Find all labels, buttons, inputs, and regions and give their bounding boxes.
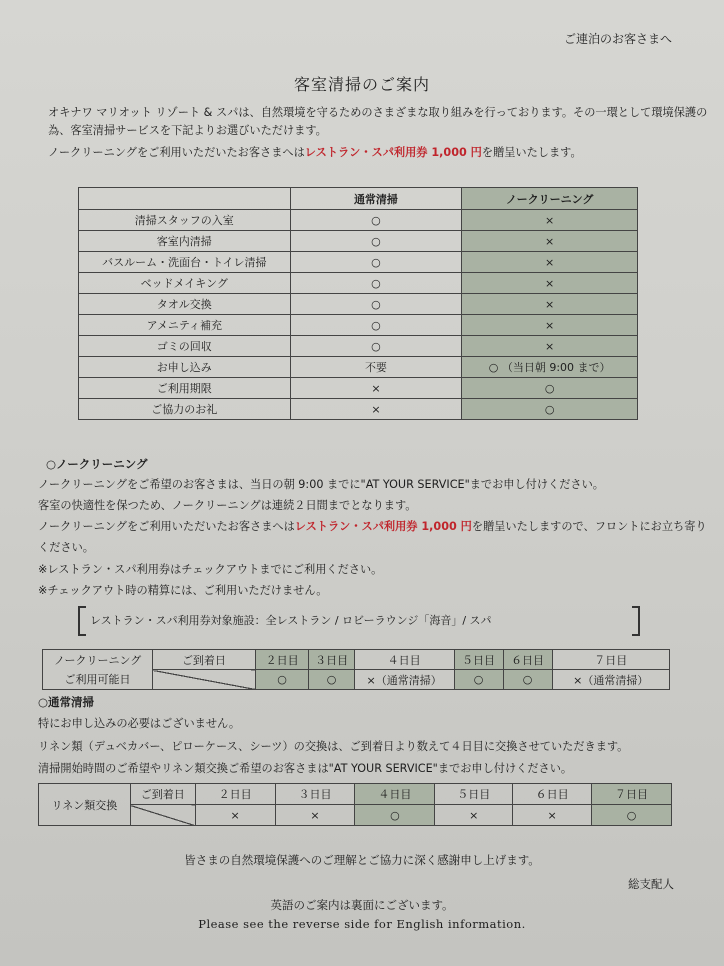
day-cell: ３日目 (275, 784, 355, 805)
normal-cleaning-line-2: リネン類（デュベカバー、ピローケース、シーツ）の交換は、ご到着日より数えて４日目に交換させていただきます。 (38, 740, 629, 753)
row-label: 客室内清掃 (79, 231, 291, 252)
linen-schedule-table (38, 783, 672, 826)
value-cell: ×（通常清掃） (354, 670, 454, 690)
voucher-highlight: レストラン・スパ利用券 1,000 円 (304, 146, 482, 159)
value-cell: × (513, 805, 592, 826)
cell: ○ （当日朝 9:00 まで） (462, 357, 638, 378)
day-cell: ３日目 (309, 650, 354, 670)
row-label: バスルーム・洗面台・トイレ清掃 (79, 252, 291, 273)
comparison-table (78, 187, 638, 420)
cell: × (462, 336, 638, 357)
value-cell: ○ (592, 805, 672, 826)
no-cleaning-text: ノークリーニングをご利用いただいたお客さまへは (38, 520, 295, 533)
table-row (79, 336, 638, 357)
schedule-label: リネン類交換 (39, 784, 131, 826)
day-cell: ４日目 (355, 784, 435, 805)
table-row (79, 273, 638, 294)
cell: × (462, 315, 638, 336)
day-cell: ご到着日 (130, 784, 195, 805)
table-row (43, 650, 670, 670)
bracket-left (78, 606, 86, 636)
day-cell: ２日目 (255, 650, 309, 670)
intro-line-3 (48, 144, 582, 162)
cell: ○ (290, 273, 462, 294)
voucher-facilities: レストラン・スパ利用券対象施設：全レストラン / ロビーラウンジ「海音」/ スパ (90, 614, 492, 627)
signature: 総支配人 (628, 877, 674, 891)
bracket-right (632, 606, 640, 636)
value-cell: × (435, 805, 513, 826)
diagonal-cell (153, 670, 256, 690)
day-cell: ４日目 (354, 650, 454, 670)
day-cell: ６日目 (513, 784, 592, 805)
voucher-note-2: ※チェックアウト時の精算には、ご利用いただけません。 (38, 584, 328, 597)
voucher-note-1: ※レストラン・スパ利用券はチェックアウトまでにご利用ください。 (38, 563, 383, 576)
table-row (79, 399, 638, 420)
day-cell: ５日目 (435, 784, 513, 805)
no-cleaning-line-3 (38, 518, 707, 536)
intro-line-1: オキナワ マリオット リゾート & スパは、自然環境を守るためのさまざまな取り組みを行っております。その一環として環境保護の (48, 106, 708, 119)
japanese-note: 英語のご案内は裏面にございます。 (270, 898, 454, 912)
no-cleaning-heading: ○ノークリーニング (46, 457, 148, 471)
header-cell (79, 188, 291, 210)
day-cell: ２日目 (195, 784, 275, 805)
table-row (79, 357, 638, 378)
table-row (43, 670, 670, 690)
table-row (79, 210, 638, 231)
schedule-label: ノークリーニング (43, 650, 153, 670)
row-label: ご協力のお礼 (79, 399, 291, 420)
schedule-label: ご利用可能日 (43, 670, 153, 690)
cell: × (462, 294, 638, 315)
table-row (39, 805, 672, 826)
value-cell: ○ (309, 670, 354, 690)
cell: × (462, 210, 638, 231)
no-cleaning-line-1: ノークリーニングをご希望のお客さまは、当日の朝 9:00 までに"AT YOUR SERVICE"までお申し付けください。 (38, 478, 604, 491)
cell: ○ (290, 210, 462, 231)
diagonal-cell (130, 805, 195, 826)
cell: ○ (462, 399, 638, 420)
day-cell: ７日目 (552, 650, 669, 670)
cell: ○ (290, 336, 462, 357)
value-cell: × (275, 805, 355, 826)
row-label: ベッドメイキング (79, 273, 291, 294)
english-note: Please see the reverse side for English information. (198, 917, 526, 931)
cell: ○ (290, 294, 462, 315)
table-row (79, 294, 638, 315)
normal-cleaning-heading: ○通常清掃 (38, 695, 95, 709)
row-label: アメニティ補充 (79, 315, 291, 336)
value-cell: ○ (454, 670, 503, 690)
table-header-row (79, 188, 638, 210)
intro-text-end: を贈呈いたします。 (481, 146, 582, 159)
header-cell: 通常清掃 (290, 188, 462, 210)
table-row (79, 315, 638, 336)
table-row (79, 252, 638, 273)
table-row (79, 378, 638, 399)
cell: × (462, 252, 638, 273)
header-cell: ノークリーニング (462, 188, 638, 210)
cell: 不要 (290, 357, 462, 378)
no-cleaning-text-end: を贈呈いたしますので、フロントにお立ち寄り (471, 520, 707, 533)
table-row (79, 231, 638, 252)
addressee: ご連泊のお客さまへ (563, 32, 672, 46)
thanks-message: 皆さまの自然環境保護へのご理解とご協力に深く感謝申し上げます。 (184, 853, 540, 867)
cell: ○ (290, 315, 462, 336)
no-cleaning-schedule-table (42, 649, 670, 690)
value-cell: ○ (255, 670, 309, 690)
intro-line-2: 為、客室清掃サービスを下記よりお選びいただけます。 (48, 124, 327, 137)
row-label: 清掃スタッフの入室 (79, 210, 291, 231)
cell: ○ (290, 252, 462, 273)
cell: × (290, 399, 462, 420)
page-title: 客室清掃のご案内 (293, 75, 430, 94)
day-cell: ご到着日 (153, 650, 256, 670)
cell: × (462, 273, 638, 294)
no-cleaning-line-4: ください。 (38, 541, 94, 554)
normal-cleaning-line-1: 特にお申し込みの必要はございません。 (38, 717, 241, 730)
voucher-highlight: レストラン・スパ利用券 1,000 円 (294, 520, 472, 533)
intro-text: ノークリーニングをご利用いただいたお客さまへは (48, 146, 305, 159)
day-cell: ６日目 (503, 650, 552, 670)
cell: × (462, 231, 638, 252)
value-cell: ○ (503, 670, 552, 690)
value-cell: ×（通常清掃） (552, 670, 669, 690)
row-label: ご利用期限 (79, 378, 291, 399)
value-cell: ○ (355, 805, 435, 826)
normal-cleaning-line-3: 清掃開始時間のご希望やリネン類交換ご希望のお客さまは"AT YOUR SERVICE"までお申し付けください。 (38, 762, 573, 775)
no-cleaning-line-2: 客室の快適性を保つため、ノークリーニングは連続２日間までとなります。 (38, 499, 417, 512)
cell: ○ (290, 231, 462, 252)
day-cell: ５日目 (454, 650, 503, 670)
cell: × (290, 378, 462, 399)
row-label: タオル交換 (79, 294, 291, 315)
day-cell: ７日目 (592, 784, 672, 805)
row-label: お申し込み (79, 357, 291, 378)
cell: ○ (462, 378, 638, 399)
table-row (39, 784, 672, 805)
value-cell: × (195, 805, 275, 826)
row-label: ゴミの回収 (79, 336, 291, 357)
